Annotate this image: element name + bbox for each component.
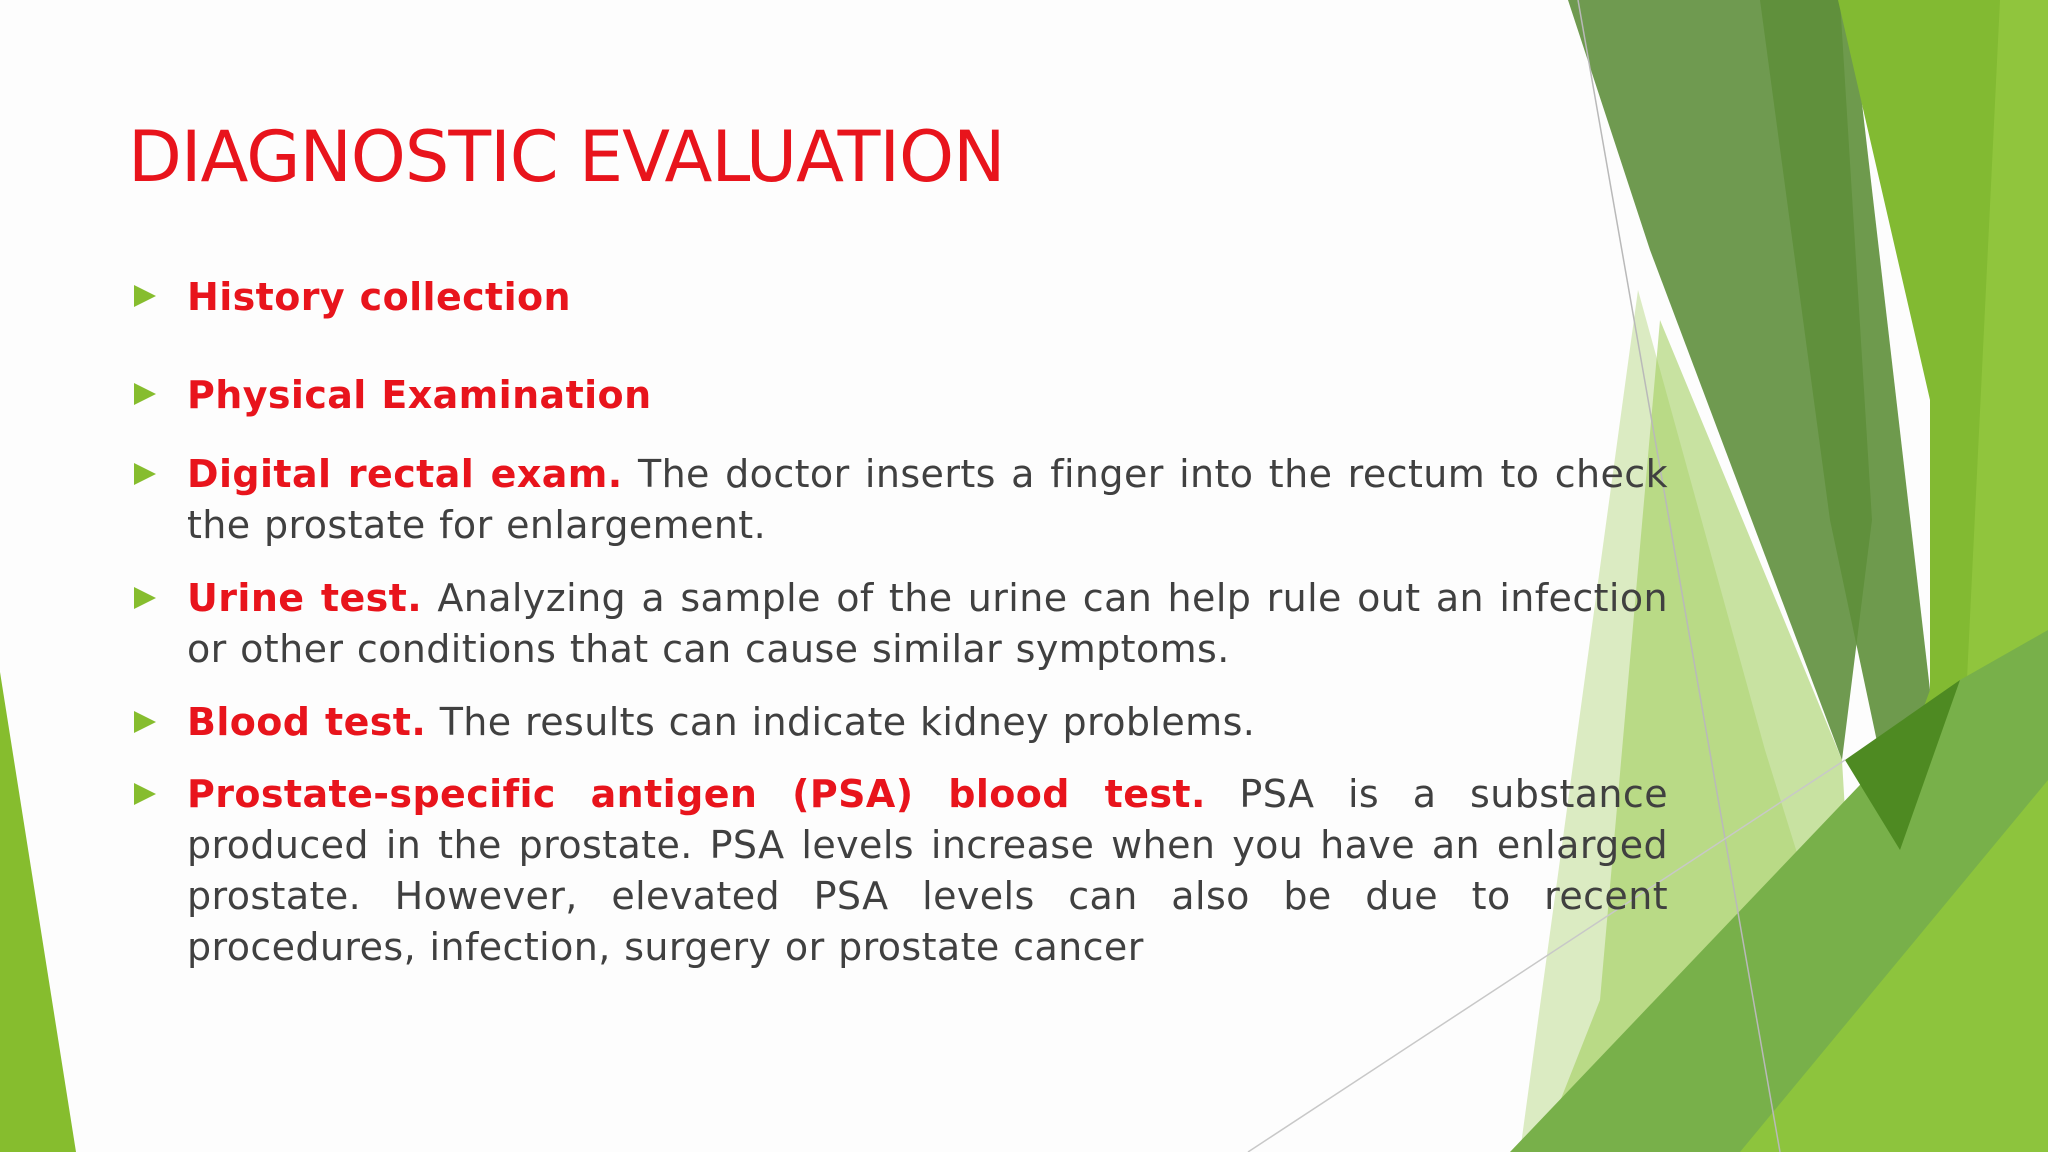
left-green-sliver: [0, 672, 76, 1152]
bullet-lead: Blood test.: [187, 700, 427, 744]
bullet-body: The doctor inserts a finger into the rectum to check the prostate for enlargement.: [187, 452, 1668, 547]
bullet-body: PSA is a substance produced in the prostate. PSA levels increase when you have an enlarged prostate. However, elevated PSA levels can also be due to recent procedures, infection, surgery or prostate cancer: [187, 772, 1668, 969]
bullet-body: The results can indicate kidney problems.: [439, 700, 1256, 744]
bullet-text: [187, 272, 1668, 323]
triangle-right-icon: [134, 711, 156, 733]
bullet-lead: History collection: [187, 275, 571, 319]
bullet-text: [187, 697, 1668, 748]
bullet-text: [187, 370, 1668, 421]
triangle-right-icon: [134, 383, 156, 405]
bullet-text: [187, 573, 1668, 675]
bullet-lead: Digital rectal exam.: [187, 452, 623, 496]
bullet-text: [187, 769, 1668, 973]
triangle-right-icon: [134, 285, 156, 307]
slide-title: DIAGNOSTIC EVALUATION: [128, 116, 1005, 198]
bullet-text: [187, 449, 1668, 551]
bullet-lead: Prostate-specific antigen (PSA) blood test.: [187, 772, 1206, 816]
triangle-right-icon: [134, 463, 156, 485]
bullet-lead: Physical Examination: [187, 373, 652, 417]
bullet-body: Analyzing a sample of the urine can help rule out an infection or other conditions that can cause similar symptoms.: [187, 576, 1669, 671]
triangle-right-icon: [134, 587, 156, 609]
triangle-right-icon: [134, 783, 156, 805]
bullet-lead: Urine test.: [187, 576, 423, 620]
